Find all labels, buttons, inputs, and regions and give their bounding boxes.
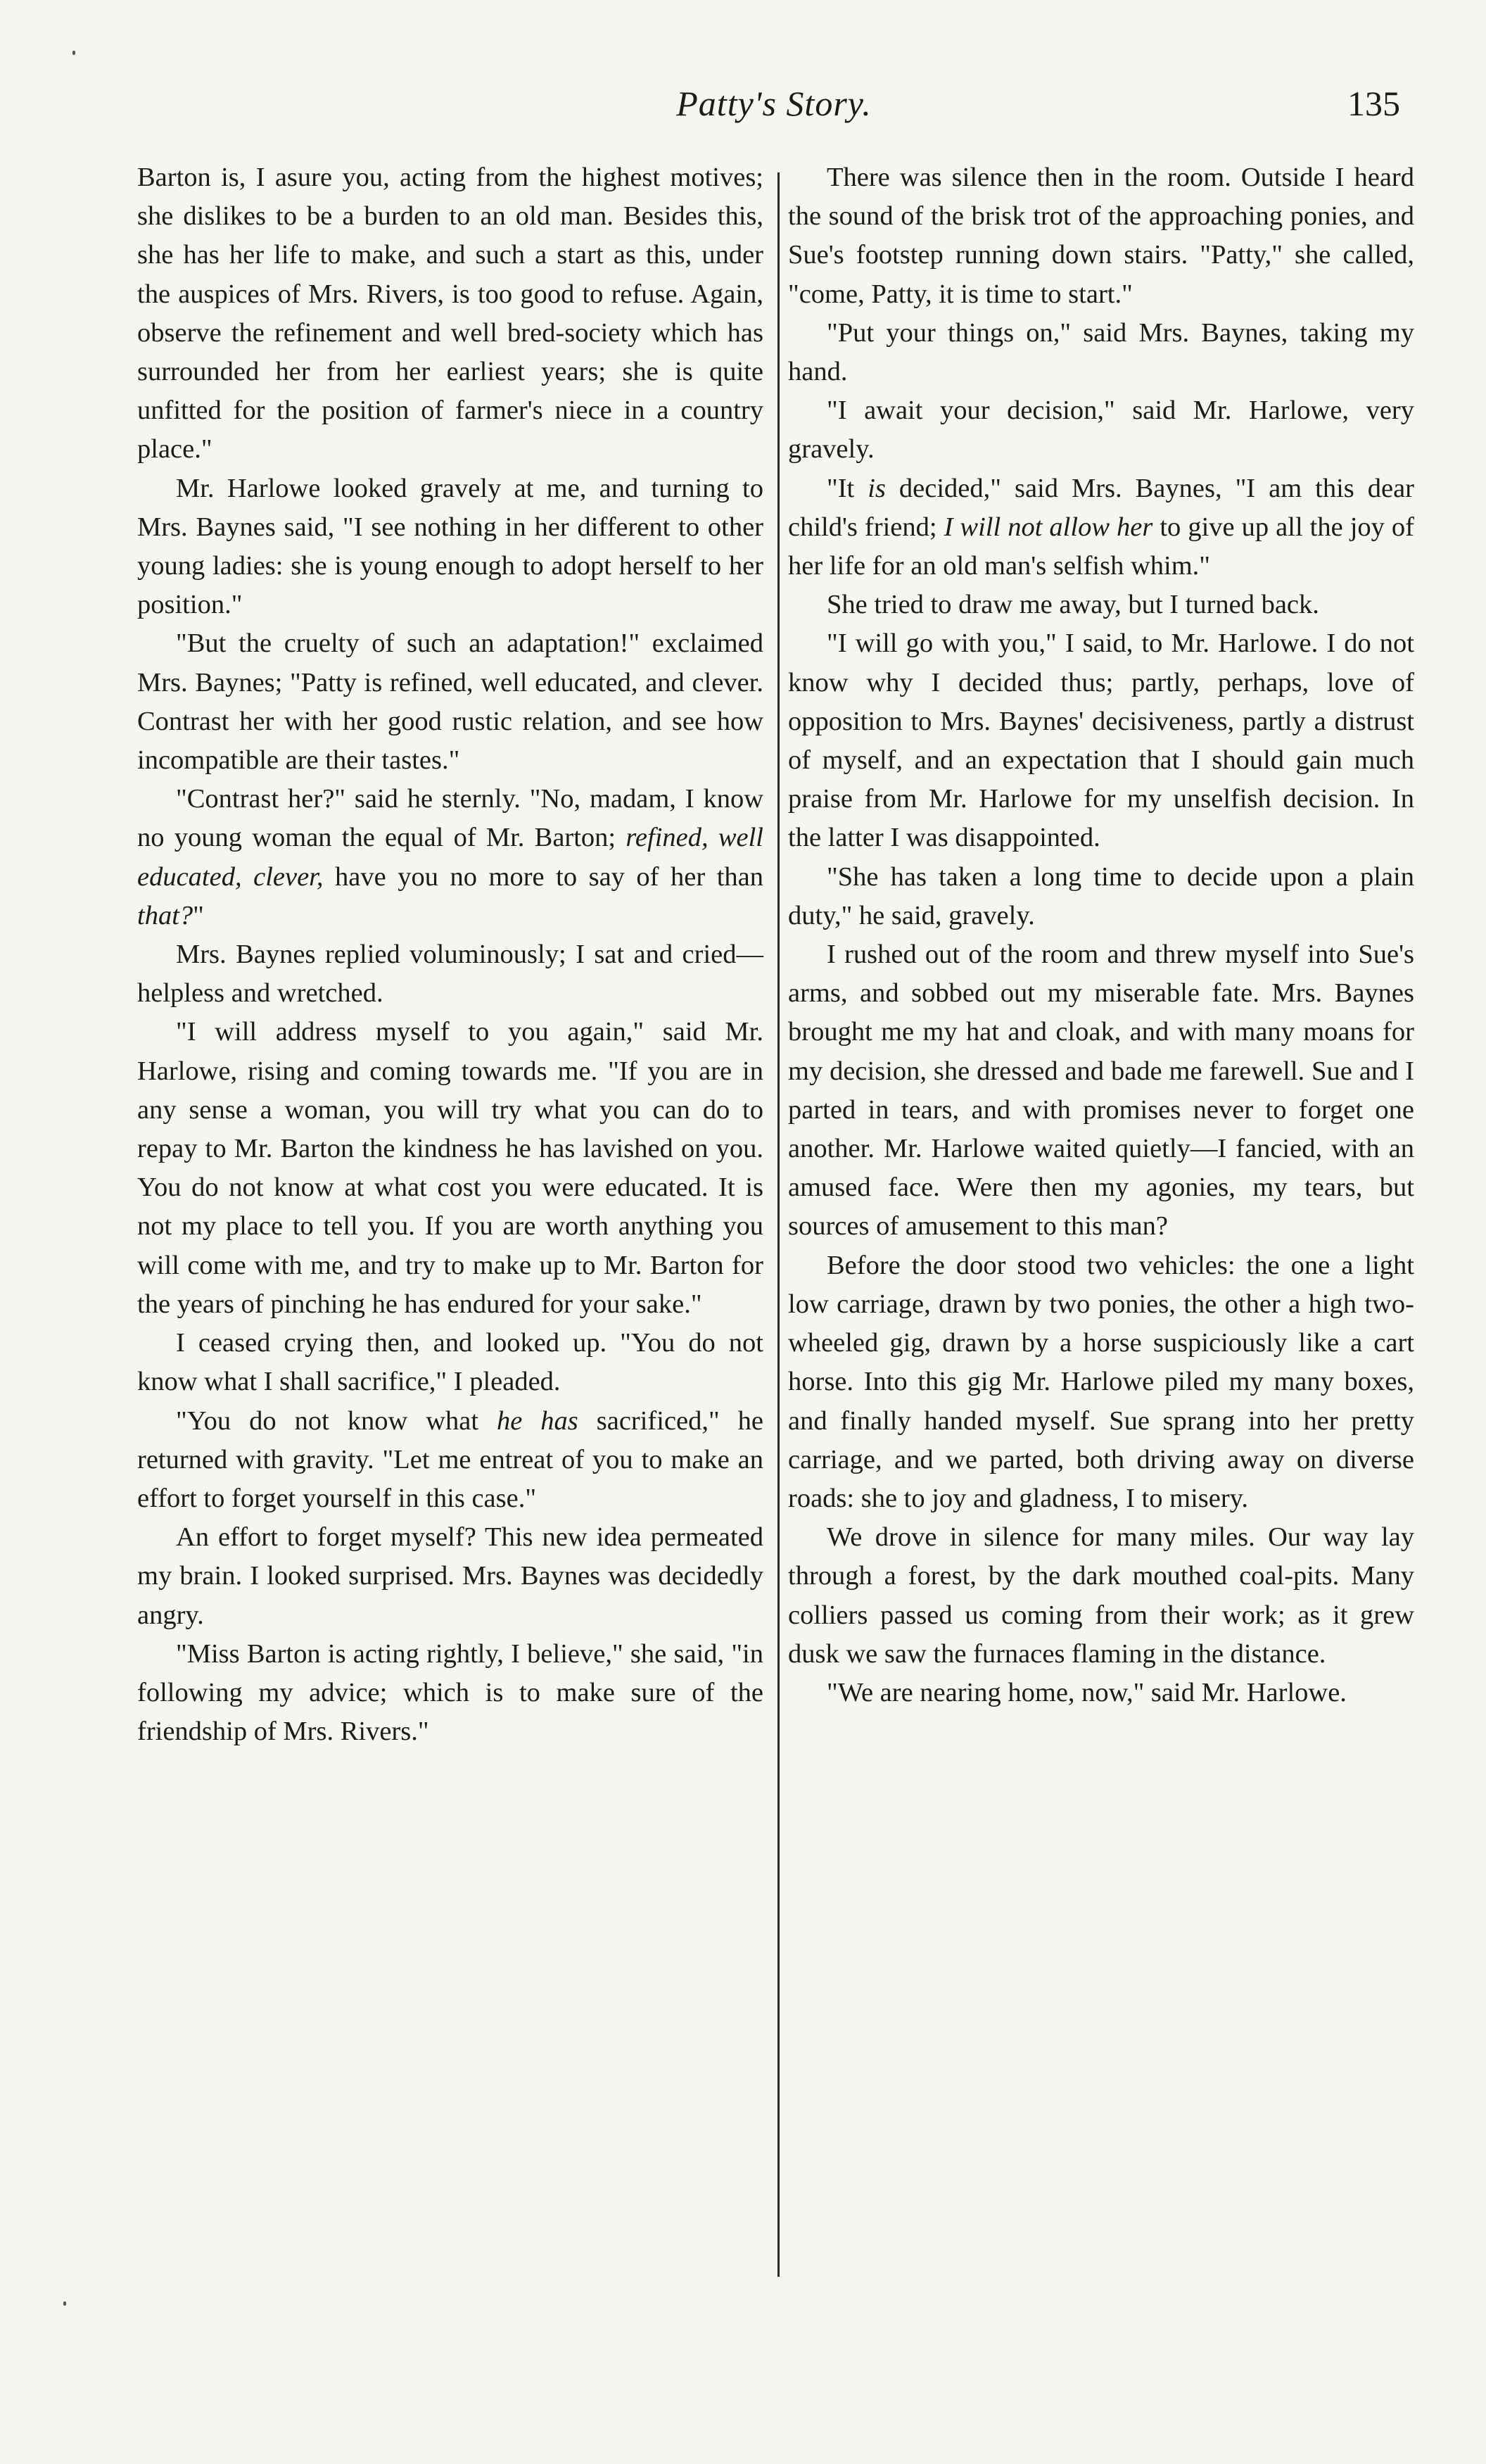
text-run: decided," said Mrs. Baynes, "I am this dear child's friend; xyxy=(788,473,1415,542)
text-columns xyxy=(137,158,1439,2291)
page-number: 135 xyxy=(1347,84,1400,123)
running-title: Patty's Story. xyxy=(676,84,872,123)
italic-run: I will not allow her xyxy=(944,512,1153,542)
paragraph: There was silence then in the room. Outside I heard the sound of the brisk trot of the approaching ponies, and Sue's footstep running down stairs. "Patty," she called, "come, Patty, it is time to start." xyxy=(788,163,1414,309)
text-run: have you no more to say of her than xyxy=(323,861,763,892)
right-column xyxy=(788,158,1414,2291)
paragraph xyxy=(788,469,1414,586)
paragraph: Mr. Harlowe looked gravely at me, and turning to Mrs. Baynes said, "I see nothing in her different to other young ladies: she is young enough to adopt herself to her position." xyxy=(137,473,763,620)
text-run: " xyxy=(193,900,204,930)
column-divider xyxy=(777,172,780,2277)
text-run: sacrificed," he returned with gravity. "Let me entreat of you to make an effort to forget yourself in this case." xyxy=(137,1405,763,1513)
paragraph: "We are nearing home, now," said Mr. Harlowe. xyxy=(827,1677,1347,1707)
left-column xyxy=(137,158,763,2291)
paragraph: "Miss Barton is acting rightly, I believe," she said, "in following my advice; which is to make sure of the friendship of Mrs. Rivers." xyxy=(137,1638,763,1747)
paragraph: We drove in silence for many miles. Our way lay through a forest, by the dark mouthed coal-pits. Many colliers passed us coming from their work; as it grew dusk we saw the furnaces flaming in the distance. xyxy=(788,1522,1414,1669)
italic-run: is xyxy=(868,473,886,503)
paragraph: "Put your things on," said Mrs. Baynes, taking my hand. xyxy=(788,317,1414,387)
page-header xyxy=(148,83,1400,139)
paragraph: "I will go with you," I said, to Mr. Harlowe. I do not know why I decided thus; partly, perhaps, love of opposition to Mrs. Baynes' decisiveness, partly a distrust of myself, and an expectation that I should gain much praise from Mr. Harlowe for my unselfish decision. In the latter I was disappointed. xyxy=(788,628,1414,853)
paragraph: I ceased crying then, and looked up. "You do not know what I shall sacrifice," I pleaded. xyxy=(137,1328,763,1397)
paragraph: "But the cruelty of such an adaptation!" exclaimed Mrs. Baynes; "Patty is refined, well educated, and clever. Contrast her with her good rustic relation, and see how incompatible are their tastes." xyxy=(137,628,763,776)
paragraph: Before the door stood two vehicles: the one a light low carriage, drawn by two ponies, the other a high two-wheeled gig, drawn by a horse suspiciously like a cart horse. Into this gig Mr. Harlowe piled my many boxes, and finally handed myself. Sue sprang into her pretty carriage, and we parted, both driving away on diverse roads: she to joy and gladness, I to misery. xyxy=(788,1250,1414,1513)
paragraph: "I await your decision," said Mr. Harlowe, very gravely. xyxy=(788,396,1414,465)
paragraph xyxy=(137,1402,763,1519)
paragraph: Mrs. Baynes replied voluminously; I sat and cried—helpless and wretched. xyxy=(137,940,763,1009)
margin-speck xyxy=(63,2301,66,2306)
paragraph xyxy=(137,780,763,935)
paragraph: I rushed out of the room and threw myself into Sue's arms, and sobbed out my miserable fate. Mrs. Baynes brought me my hat and cloak, and with many moans for my decision, she dressed and bade me farewell. Sue and I parted in tears, and with promises never to forget one another. Mr. Harlowe waited quietly—I fancied, with an amused face. Were then my agonies, my tears, but sources of amusement to this man? xyxy=(788,940,1414,1242)
paragraph: "She has taken a long time to decide upon a plain duty," he said, gravely. xyxy=(788,861,1414,930)
paragraph: "I will address myself to you again," said Mr. Harlowe, rising and coming towards me. "If you are in any sense a woman, you will try what you can do to repay to Mr. Barton the kindness he has lavished on you. You do not know at what cost you were educated. It is not my place to tell you. If you are worth anything you will come with me, and try to make up to Mr. Barton for the years of pinching he has endured for your sake." xyxy=(137,1017,763,1319)
paragraph: She tried to draw me away, but I turned back. xyxy=(827,590,1319,620)
italic-run: refined, well educated, clever, xyxy=(137,823,763,892)
text-run: "It xyxy=(827,473,855,503)
paragraph: Barton is, I asure you, acting from the highest motives; she dislikes to be a burden to an old man. Besides this, she has her life to make, and such a start as this, under the auspices of Mrs. Rivers, is too good to refuse. Again, observe the refinement and well bred-society which has surrounded her from her earliest years; she is quite unfitted for the position of farmer's niece in a country place." xyxy=(137,163,763,465)
paragraph: An effort to forget myself? This new idea permeated my brain. I looked surprised. Mrs. Baynes was decidedly angry. xyxy=(137,1522,763,1630)
margin-speck xyxy=(72,51,75,55)
text-run: "You do not know what xyxy=(176,1405,479,1436)
text-run: to give up all the joy of her life for an old man's selfish whim." xyxy=(788,512,1415,581)
text-run: "Contrast her?" said he sternly. "No, madam, I know no young woman the equal of Mr. Barton; xyxy=(137,784,763,853)
italic-run: that? xyxy=(137,900,193,930)
italic-run: he has xyxy=(497,1405,578,1436)
